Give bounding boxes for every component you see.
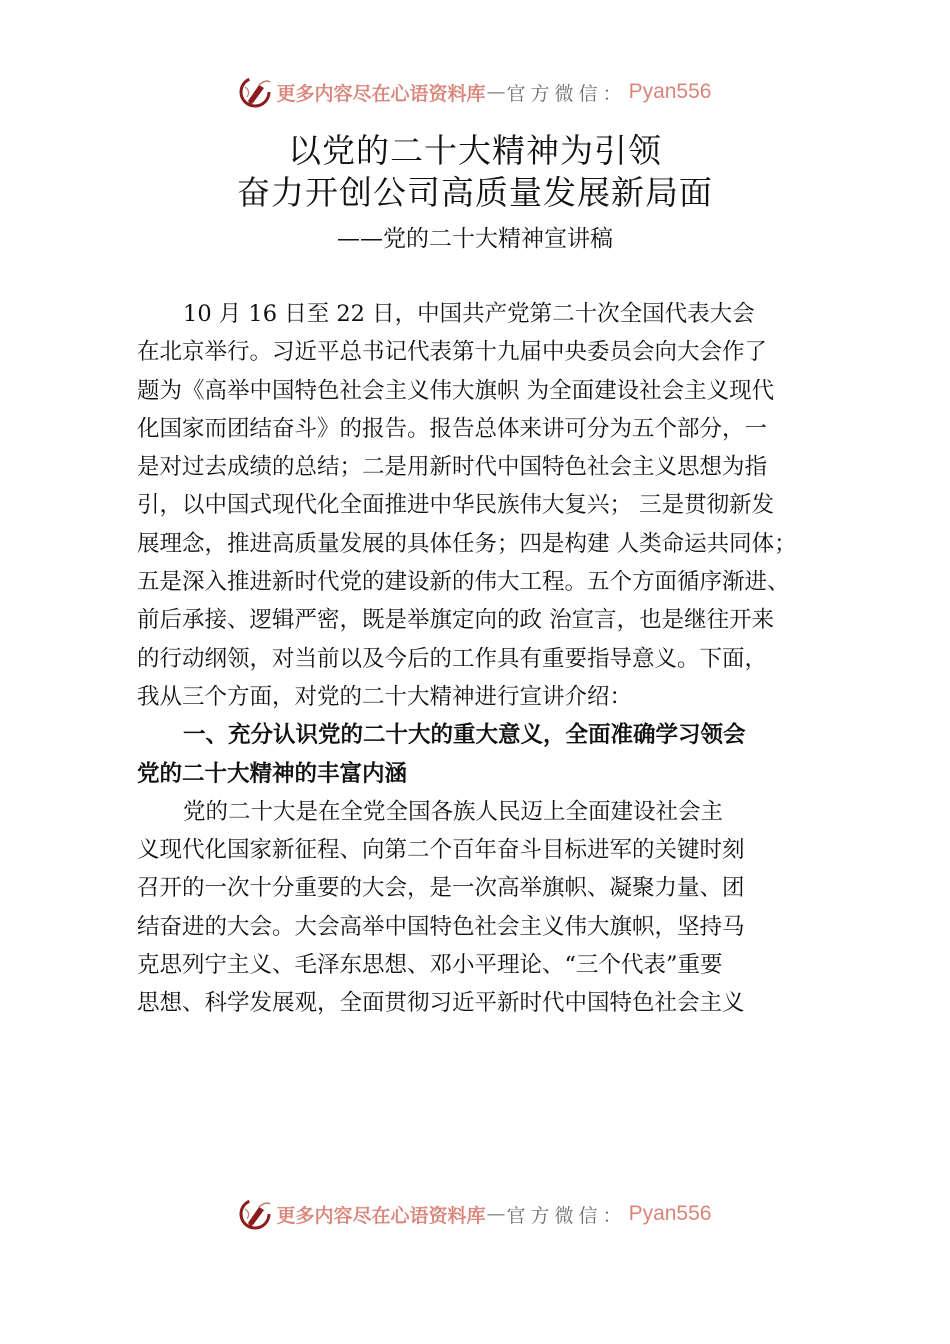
quill-pen-logo-icon: [239, 75, 273, 109]
paragraph-line: 展理念，推进高质量发展的具体任务；四是构建 人类命运共同体；: [137, 530, 797, 557]
watermark-wechat-label: 官方微信：: [506, 1204, 627, 1227]
paragraph-line: 克思列宁主义、毛泽东思想、邓小平理论、“三个代表”重要: [137, 952, 723, 979]
watermark-dash: —: [486, 1203, 506, 1225]
paragraph-line: 党的二十大是在全党全国各族人民迈上全面建设社会主: [183, 798, 724, 825]
paragraph-line: 思想、科学发展观，全面贯彻习近平新时代中国特色社会主义: [137, 990, 745, 1017]
watermark-dash: —: [486, 81, 506, 103]
paragraph-line: 召开的一次十分重要的大会，是一次高举旗帜、凝聚力量、团: [137, 875, 745, 902]
watermark-library-text: 更多内容尽在心语资料库: [276, 82, 486, 105]
paragraph-intro: [137, 295, 827, 716]
paragraph-line: 前后承接、逻辑严密，既是举旗定向的政 治宣言，也是继往开来: [137, 607, 775, 634]
quill-pen-logo-icon: [239, 1197, 273, 1231]
paragraph-line: 义现代化国家新征程、向第二个百年奋斗目标进军的关键时刻: [137, 837, 745, 864]
paragraph-line: 在北京举行。习近平总书记代表第十九届中央委员会向大会作了: [137, 339, 768, 366]
watermark-wechat-id: Pyan556: [628, 1202, 712, 1225]
paragraph-line: 10 月 16 日至 22 日，中国共产党第二十次全国代表大会: [183, 301, 755, 327]
paragraph-line: 引，以中国式现代化全面推进中华民族伟大复兴； 三是贯彻新发: [137, 492, 775, 519]
document-title-line-1: 以党的二十大精神为引领: [288, 131, 662, 170]
footer-watermark: [0, 1194, 950, 1234]
paragraph-line: 五是深入推进新时代党的建设新的伟大工程。五个方面循序渐进、: [137, 569, 790, 596]
heading-line: 党的二十大精神的丰富内涵: [137, 760, 408, 787]
document-body: [137, 295, 827, 1023]
document-title-line-2: 奋力开创公司高质量发展新局面: [237, 173, 713, 212]
watermark-wechat-label: 官方微信：: [506, 82, 627, 105]
header-watermark: [0, 72, 950, 112]
document-subtitle: ——党的二十大精神宣讲稿: [337, 226, 613, 252]
heading-line: 一、充分认识党的二十大的重大意义，全面准确学习领会: [183, 722, 746, 749]
paragraph-line: 结奋进的大会。大会高举中国特色社会主义伟大旗帜，坚持马: [137, 913, 745, 940]
watermark-library-text: 更多内容尽在心语资料库: [276, 1204, 486, 1227]
section-heading-1: [137, 716, 827, 793]
paragraph-line: 我从三个方面，对党的二十大精神进行宣讲介绍：: [137, 683, 633, 710]
paragraph-line: 的行动纲领，对当前以及今后的工作具有重要指导意义。下面，: [137, 645, 768, 672]
paragraph-line: 题为《高举中国特色社会主义伟大旗帜 为全面建设社会主义现代: [137, 377, 775, 404]
paragraph-line: 是对过去成绩的总结；二是用新时代中国特色社会主义思想为指: [137, 454, 768, 481]
paragraph-section-1: [137, 793, 827, 1023]
paragraph-line: 化国家而团结奋斗》的报告。报告总体来讲可分为五个部分，一: [137, 415, 768, 442]
watermark-wechat-id: Pyan556: [628, 80, 712, 103]
document-title-block: [0, 130, 950, 256]
